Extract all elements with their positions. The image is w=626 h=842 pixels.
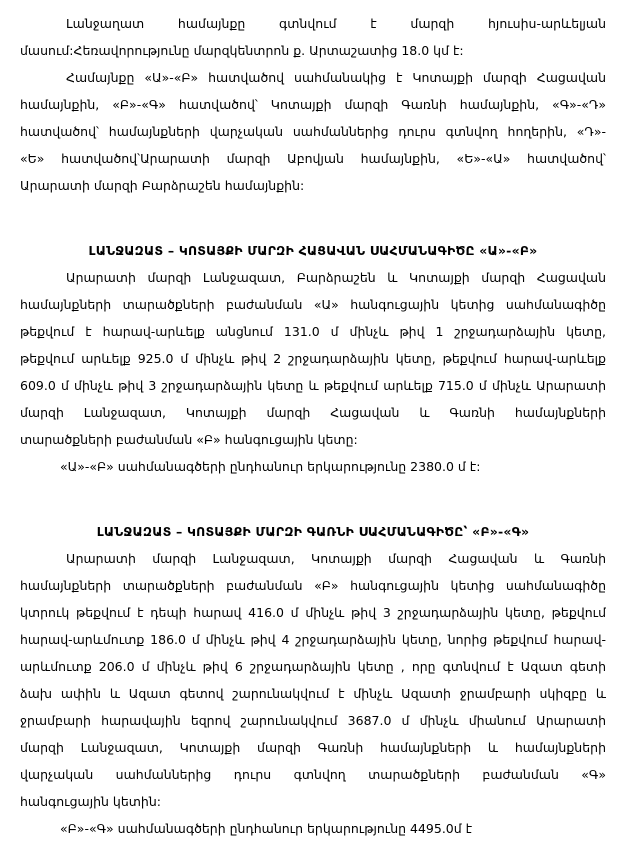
text-line: արևմուտք 206.0 մ մինչև թիվ 6 շրջադարձային կետը , որը գտնվում է Ազատ գետի <box>20 659 606 674</box>
text-line: վարչական սահմաններից դուրս գտնվող տարածքների բաժանման «Գ» <box>20 767 606 782</box>
text-line: Արարատի մարզի Լանջազատ, Բարձրաշեն և Կոտայքի մարզի Հացավան <box>66 270 606 285</box>
spacer <box>20 199 606 219</box>
text-line: համայնքին, «Բ»-«Գ» հատվածով՝ Կոտայքի մարզի Գառնի համայնքին, «Գ»-«Դ» <box>20 97 606 112</box>
text-line: հատվածով՝ համայնքների վարչական սահմաններից դուրս գտնվող հողերին, «Դ»- <box>20 124 606 139</box>
text-line: հանգուցային կետին: <box>20 794 161 809</box>
section-heading-a-b: ԼԱՆՋԱԶԱՏ – ԿՈՏԱՅՔԻ ՄԱՐԶԻ ՀԱՑԱՎԱՆ ՍԱՀՄԱՆԱԳԻԾԸ «Ա»-«Բ» <box>88 243 538 258</box>
text-line: 609.0 մ մինչև թիվ 3 շրջադարձային կետը և թեքվում արևելք 715.0 մ մինչև Արարատի <box>20 378 606 393</box>
spacer <box>20 480 606 500</box>
text-line: կտրուկ թեքվում է դեպի հարավ 416.0 մ մինչև թիվ 3 շրջադարձային կետը, թեքվում <box>20 605 606 620</box>
text-line: հարավ-արևմուտք 186.0 մ մինչև թիվ 4 շրջադարձային կետը, նորից թեքվում հարավ- <box>20 632 606 647</box>
text-line: Համայնքը «Ա»-«Բ» հատվածով սահմանակից է Կոտայքի մարզի Հացավան <box>66 70 606 85</box>
text-line: տարածքների բաժանման «Բ» հանգուցային կետը: <box>20 432 358 447</box>
intro-paragraph-1 <box>20 10 606 64</box>
section1-paragraph <box>20 264 606 453</box>
text-line: համայնքների տարածքների բաժանման «Ա» հանգուցային կետից սահմանագիծը <box>20 297 606 312</box>
text-line: համայնքների տարածքների բաժանման «Բ» հանգուցային կետից սահմանագիծը <box>20 578 606 593</box>
section2-paragraph <box>20 545 606 815</box>
text-line: թեքվում է հարավ-արևելք անցնում 131.0 մ մինչև թիվ 1 շրջադարձային կետը, <box>20 324 606 339</box>
text-line: մարզի Լանջազատ, Կոտայքի մարզի Գառնի համայնքների և համայնքների <box>20 740 606 755</box>
text-line: ջրամբարի հարավային եզրով շարունակվում 3687.0 մ մինչև միանում Արարատի <box>20 713 606 728</box>
intro-paragraph-2 <box>20 64 606 199</box>
text-line: մասում:Հեռավորությունը մարզկենտրոն ք. Արտաշատից 18.0 կմ է: <box>20 43 464 58</box>
section-heading-b-g: ԼԱՆՋԱԶԱՏ – ԿՈՏԱՅՔԻ ՄԱՐԶԻ ԳԱՌՆԻ ՍԱՀՄԱՆԱԳԻԾԸ՝ «Բ»-«Գ» <box>96 524 530 539</box>
section2-total-length: «Բ»-«Գ» սահմանագծերի ընդհանուր երկարությունը 4495.0մ է <box>60 821 473 836</box>
section1-total-length: «Ա»-«Բ» սահմանագծերի ընդհանուր երկարությունը 2380.0 մ է: <box>60 459 481 474</box>
document-page <box>20 10 606 842</box>
text-line: Լանջաղատ համայնքը գտնվում է մարզի հյուսիս-արևելյան <box>66 16 606 31</box>
text-line: ձախ ափին և Ազատ գետով շարունակվում է մինչև Ազատի ջրամբարի սկիզբը և <box>20 686 606 701</box>
text-line: Արարատի մարզի Լանջազատ, Կոտայքի մարզի Հացավան և Գառնի <box>66 551 606 566</box>
text-line: մարզի Լանջազատ, Կոտայքի մարզի Հացավան և Գառնի համայնքների <box>20 405 606 420</box>
text-line: թեքվում արևելք 925.0 մ մինչև թիվ 2 շրջադարձային կետը, թեքվում հարավ-արևելք <box>20 351 606 366</box>
text-line: Արարատի մարզի Բարձրաշեն համայնքին: <box>20 178 305 193</box>
text-line: «Ե» հատվածով՝Արարատի մարզի Աբովյան համայնքին, «Ե»-«Ա» հատվածով՝ <box>20 151 606 166</box>
